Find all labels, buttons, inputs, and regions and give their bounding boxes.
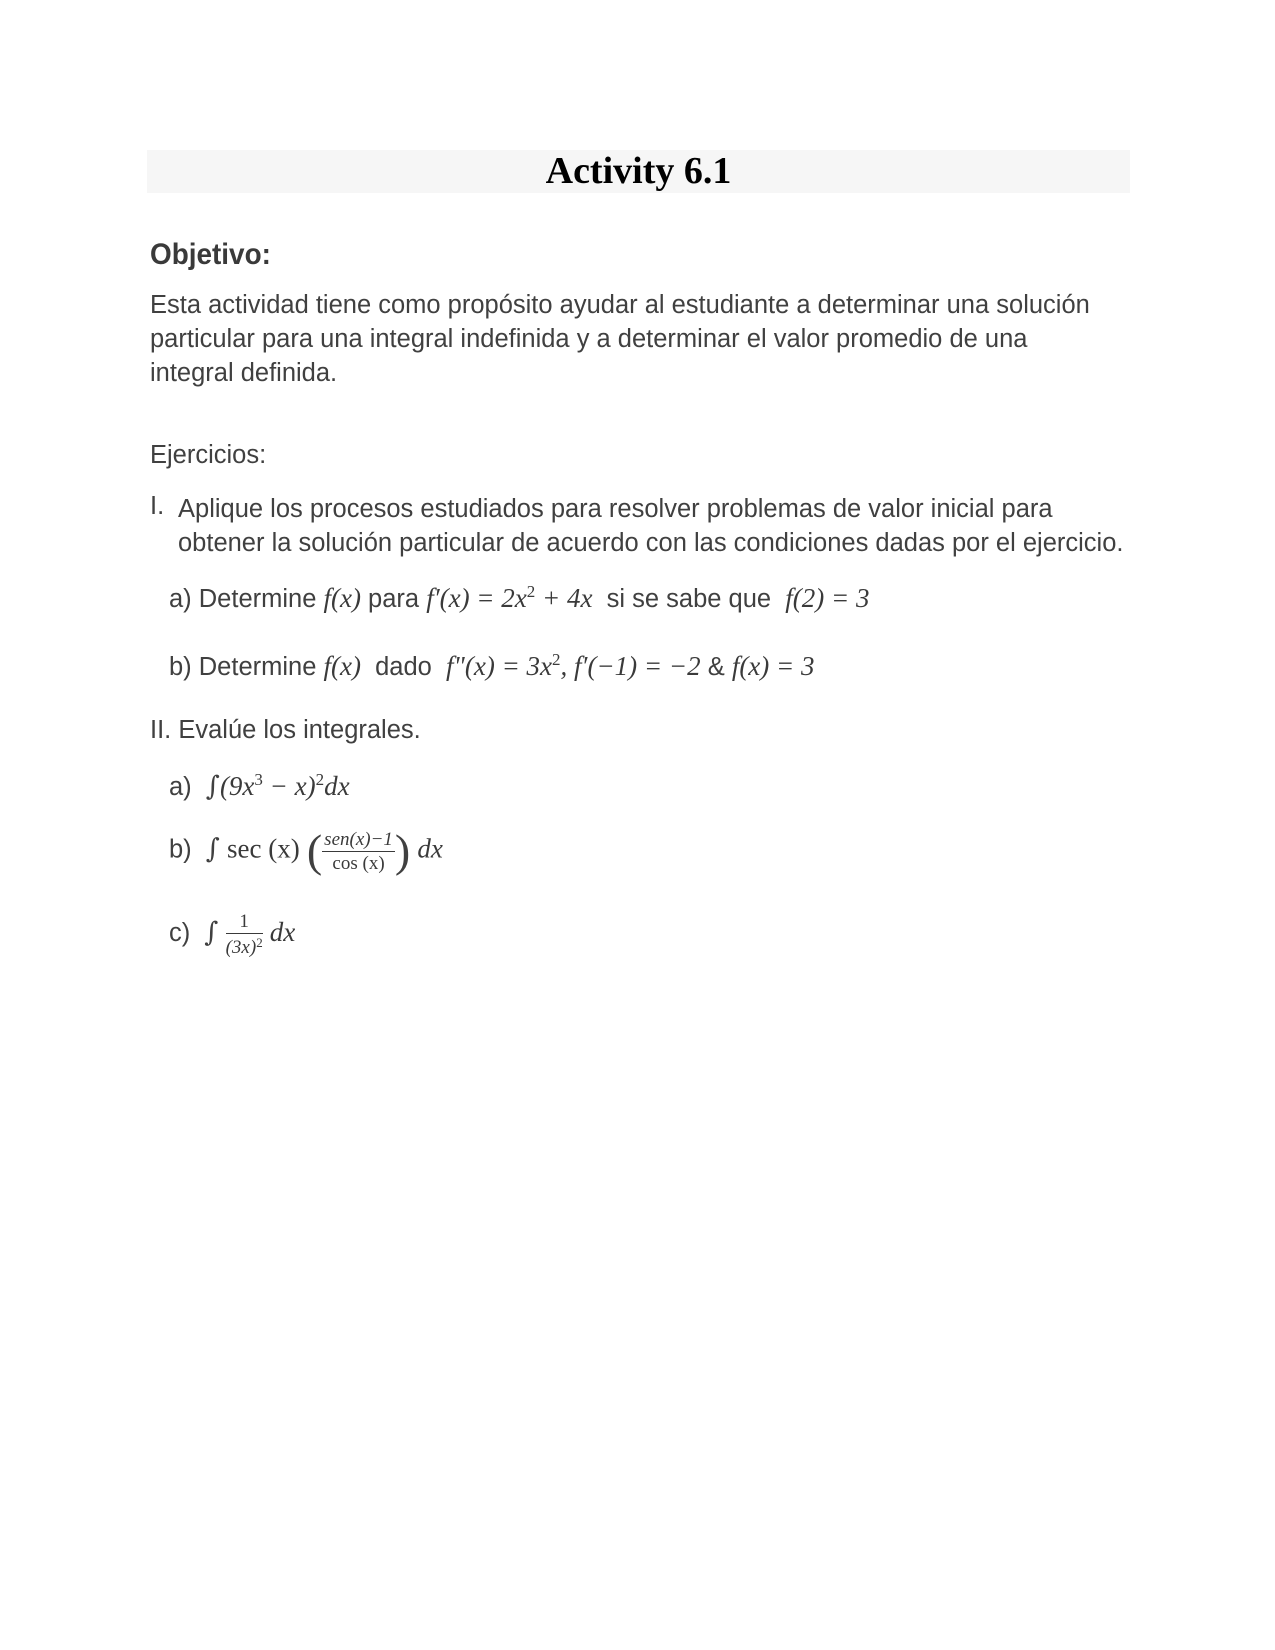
left-paren: ( xyxy=(306,825,323,876)
exercise-2b-sec: sec (x) xyxy=(227,833,300,864)
integral-sign: ∫ xyxy=(205,833,220,865)
exercise-1b-equation: f"(x) = $3x^2$, f′(−1) = −2 xyxy=(446,650,701,681)
exercise-1b xyxy=(169,650,815,682)
integral-sign: ∫ xyxy=(204,917,219,949)
exercise-1b-word: dado xyxy=(375,653,432,681)
exercise-1a-condition: f(2) = 3 xyxy=(785,583,870,613)
part1-numeral: I. xyxy=(150,492,165,520)
integral-sign: ∫ xyxy=(205,771,220,802)
exercise-2c-label: c) xyxy=(169,919,191,948)
exercise-1b-f: f(x) xyxy=(323,651,361,681)
part1-text: Aplique los procesos estudiados para resolver problemas de valor inicial para obtener la solución particular de acuerdo con las condiciones dadas por el ejercicio. xyxy=(178,495,1124,557)
exercise-2b-fraction: $\frac{\text{sen(x)−1}}{\cos (x)}$ xyxy=(324,828,393,874)
exercise-2c-dx: dx xyxy=(269,917,296,948)
objective-text: Esta actividad tiene como propósito ayudar al estudiante a determinar una solución particular para una integral indefinida y a determinar el valor promedio de una integral definida. xyxy=(150,291,1090,387)
exercise-1a-f: f(x) xyxy=(323,583,361,613)
part2-heading: II. Evalúe los integrales. xyxy=(150,716,421,744)
objective-heading: Objetivo: xyxy=(150,238,271,271)
right-paren: ) xyxy=(394,825,411,876)
exercise-1b-label: b) Determine xyxy=(169,653,317,681)
exercise-1b-condition: f(x) = 3 xyxy=(731,651,815,681)
exercise-2b-label: b) xyxy=(169,835,192,864)
exercise-1a-word: para xyxy=(368,585,420,613)
exercise-1a-word2: si se sabe que xyxy=(606,585,772,613)
exercise-2b-dx: dx xyxy=(417,833,443,864)
exercise-1a-label: a) Determine xyxy=(169,585,317,613)
exercise-2b xyxy=(169,825,443,876)
exercise-1a-derivative: $f'(x) = 2x^2 + 4x$ xyxy=(426,582,593,613)
exercise-2a xyxy=(169,770,350,802)
exercises-label: Ejercicios: xyxy=(150,441,267,469)
exercise-1a xyxy=(169,582,870,614)
exercise-2c-fraction: $\frac{1}{(3x)^2}$ xyxy=(225,911,263,958)
exercise-1b-amp: & xyxy=(707,653,725,681)
page-title: Activity 6.1 xyxy=(545,150,732,192)
exercise-2c xyxy=(169,912,295,957)
exercise-2a-label: a) xyxy=(169,773,192,801)
exercise-2a-expression: $(9x^3 - x)^2dx$ xyxy=(219,770,350,801)
